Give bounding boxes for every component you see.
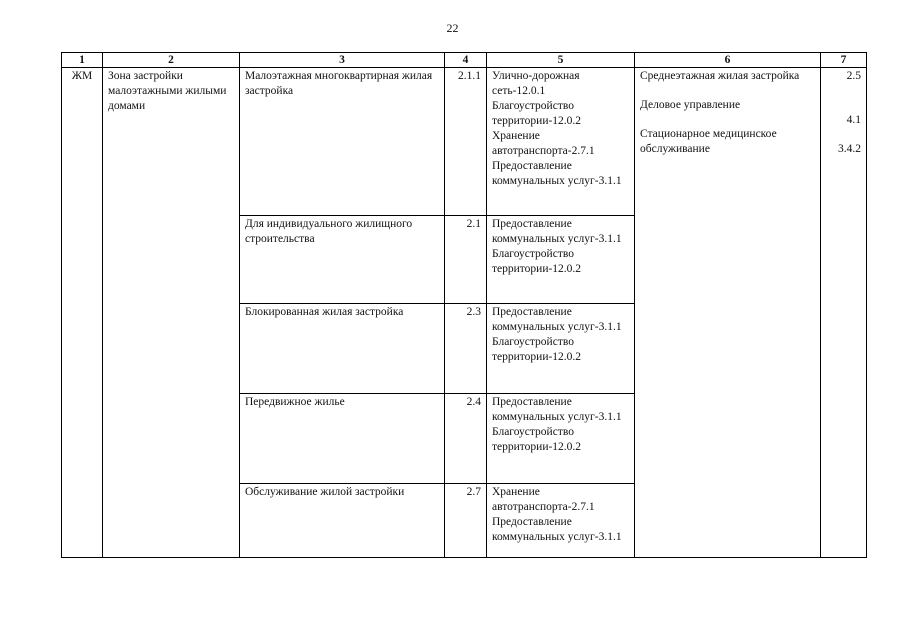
accessory-use: Предоставление коммунальных услуг-3.1.1 (492, 396, 622, 423)
accessory-use: Благоустройство территории-12.0.2 (492, 248, 582, 275)
main-use-code: 2.7 (445, 484, 487, 558)
conditional-use-codes (821, 68, 867, 558)
conditional-use-code: 3.4.2 (838, 143, 861, 155)
col-header-1: 1 (62, 53, 103, 68)
accessory-uses (487, 304, 635, 394)
accessory-uses (487, 394, 635, 484)
main-use-code: 2.1 (445, 216, 487, 304)
accessory-use: Благоустройство территории-12.0.2 (492, 336, 582, 363)
main-use-name: Блокированная жилая застройка (240, 304, 445, 394)
conditional-uses (635, 68, 821, 558)
accessory-uses (487, 216, 635, 304)
accessory-use: Благоустройство территории-12.0.2 (492, 100, 582, 127)
accessory-use: Предоставление коммунальных услуг-3.1.1 (492, 160, 622, 187)
conditional-use-code: 2.5 (846, 70, 861, 82)
table-row (62, 68, 867, 216)
col-header-2: 2 (103, 53, 240, 68)
col-header-5: 5 (487, 53, 635, 68)
main-use-name: Обслуживание жилой застройки (240, 484, 445, 558)
accessory-uses (487, 484, 635, 558)
accessory-use: Благоустройство территории-12.0.2 (492, 426, 582, 453)
col-header-4: 4 (445, 53, 487, 68)
zone-code: ЖМ (62, 68, 103, 558)
accessory-use: Предоставление коммунальных услуг-3.1.1 (492, 306, 622, 333)
conditional-use-name: Деловое управление (640, 99, 741, 111)
conditional-use-code: 4.1 (846, 114, 861, 126)
col-header-7: 7 (821, 53, 867, 68)
conditional-use-name: Стационарное медицинское обслуживание (640, 128, 777, 155)
accessory-use: Хранение автотранспорта-2.7.1 (492, 486, 595, 513)
main-use-name: Для индивидуального жилищного строительства (240, 216, 445, 304)
main-use-code: 2.4 (445, 394, 487, 484)
accessory-use: Улично-дорожная сеть-12.0.1 (492, 70, 580, 97)
conditional-use-name: Среднеэтажная жилая застройка (640, 70, 800, 82)
accessory-use: Предоставление коммунальных услуг-3.1.1 (492, 218, 622, 245)
main-use-code: 2.3 (445, 304, 487, 394)
main-use-name: Передвижное жилье (240, 394, 445, 484)
accessory-use: Предоставление коммунальных услуг-3.1.1 (492, 516, 622, 543)
page-number: 22 (446, 21, 459, 35)
main-use-code: 2.1.1 (445, 68, 487, 216)
zoning-table (61, 52, 867, 558)
accessory-use: Хранение автотранспорта-2.7.1 (492, 130, 595, 157)
main-use-name: Малоэтажная многоквартирная жилая застройка (240, 68, 445, 216)
col-header-6: 6 (635, 53, 821, 68)
col-header-3: 3 (240, 53, 445, 68)
zone-name: Зона застройки малоэтажными жилыми домами (103, 68, 240, 558)
accessory-uses (487, 68, 635, 216)
header-row (62, 53, 867, 68)
